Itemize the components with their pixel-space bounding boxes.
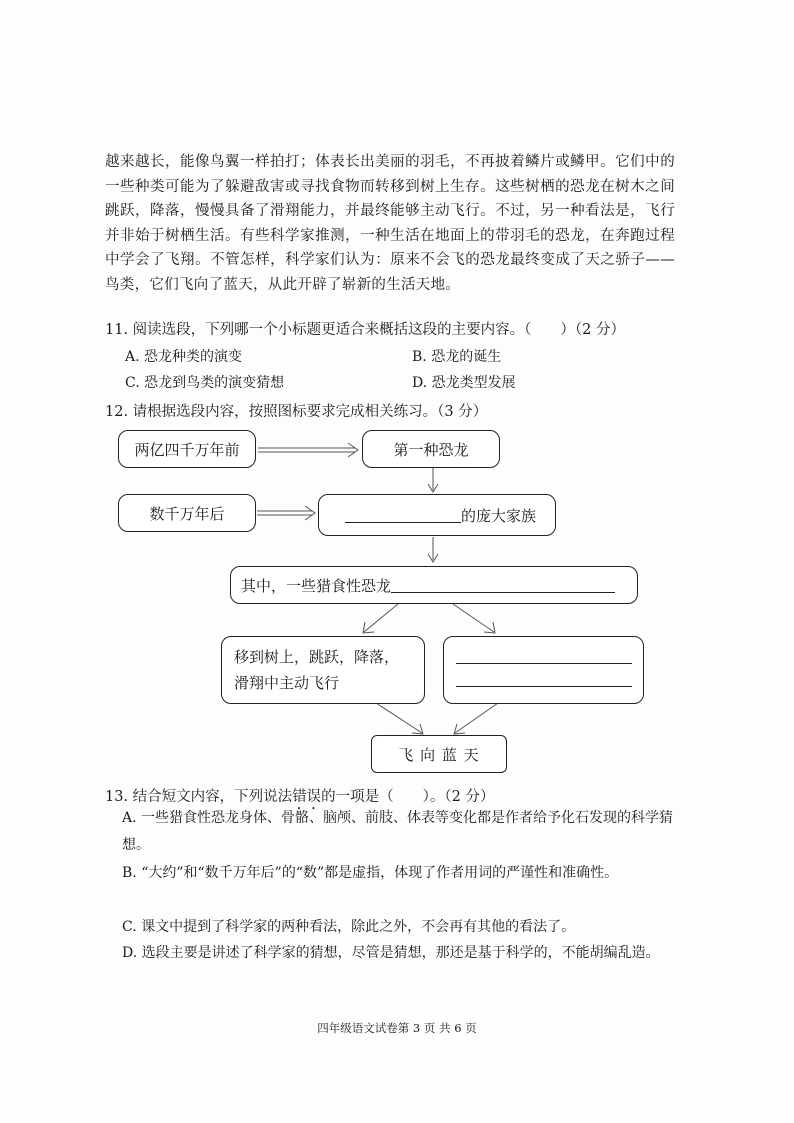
question-12-stem: 12. 请根据选段内容，按照图标要求完成相关练习。（3 分） — [105, 404, 488, 420]
answer-blank-predator[interactable] — [391, 578, 615, 593]
arrow-tree-to-sky — [376, 703, 422, 733]
q11-option-d: D. 恐龙类型发展 — [412, 375, 516, 391]
q11-option-c: C. 恐龙到鸟类的演变猜想 — [125, 375, 285, 391]
box-tree-path — [221, 636, 425, 704]
q13-stem-emphasis: 错误 — [292, 789, 322, 805]
page-footer: 四年级语文试卷第 3 页 共 6 页 — [317, 1021, 477, 1035]
box-tree-line-2: 滑翔中主动飞行 — [234, 674, 340, 692]
q13-option-d: D. 选段主要是讲述了科学家的猜想，尽管是猜想，那还是基于科学的，不能胡编乱造。 — [122, 945, 660, 961]
box-time-240-million-years — [118, 430, 256, 468]
box-ground-path — [443, 636, 644, 704]
box-predator-dinosaurs — [230, 566, 638, 604]
answer-blank-ground-1[interactable] — [456, 653, 632, 664]
answer-blank-family[interactable] — [345, 508, 461, 523]
q11-option-a: A. 恐龙种类的演变 — [125, 349, 243, 365]
box-tree-line-1: 移到树上，跳跃，降落， — [234, 648, 400, 666]
q13-option-b: B. “大约”和“数千万年后”的“数”都是虚指，体现了作者用词的严谨性和准确性。 — [122, 865, 619, 881]
box-sky-label: 飞 向 蓝 天 — [398, 745, 480, 764]
arrow-predator-to-ground — [453, 604, 494, 632]
box-fly-to-sky — [371, 735, 507, 773]
box-big-family — [318, 494, 556, 536]
q11-option-b: B. 恐龙的诞生 — [412, 349, 502, 365]
q13-option-a: A. 一些猎食性恐龙身体、骨骼、脑颅、前肢、体表等变化都是作者给予化石发现的科学猜想。 — [122, 810, 674, 853]
box-time2-label: 数千万年后 — [149, 504, 225, 523]
passage-text: 越来越长，能像鸟翼一样拍打；体表长出美丽的羽毛，不再披着鳞片或鳞甲。它们中的一些种类可能为了躲避敌害或寻找食物而转移到树上生存。这些树栖的恐龙在树木之间跳跃，降落，慢慢具备了滑翔能力，并最终能够主动飞行。不过，另一种看法是，飞行并非始于树栖生活。有些科学家推测，一种生活在地面上的带羽毛的恐龙，在奔跑过程中学会了飞翔。不管怎样，科学家们认为：原来不会飞的恐龙最终变成了天之骄子——鸟类，它们飞向了蓝天，从此开辟了崭新的生活天地。 — [105, 154, 675, 293]
arrow-ground-to-sky — [455, 703, 498, 733]
box-first-label: 第一种恐龙 — [393, 440, 469, 459]
box-family-label: 的庞大家族 — [461, 506, 537, 525]
q13-stem-post: 的一项是（ ）。（2 分） — [321, 789, 495, 805]
q13-stem-pre: 13. 结合短文内容，下列说法 — [105, 789, 293, 805]
box-time-millions-later — [118, 494, 256, 532]
box-time1-label: 两亿四千万年前 — [134, 440, 240, 459]
question-11-stem: 11. 阅读选段，下列哪一个小标题更适合来概括这段的主要内容。（ ）（2 分） — [105, 322, 626, 338]
box-first-dinosaur — [362, 430, 500, 468]
answer-blank-ground-2[interactable] — [456, 676, 632, 687]
arrow-predator-to-tree — [364, 604, 398, 632]
box-predator-label: 其中，一些猎食性恐龙 — [241, 576, 392, 595]
q13-option-c: C. 课文中提到了科学家的两种看法，除此之外，不会再有其他的看法了。 — [122, 919, 576, 935]
